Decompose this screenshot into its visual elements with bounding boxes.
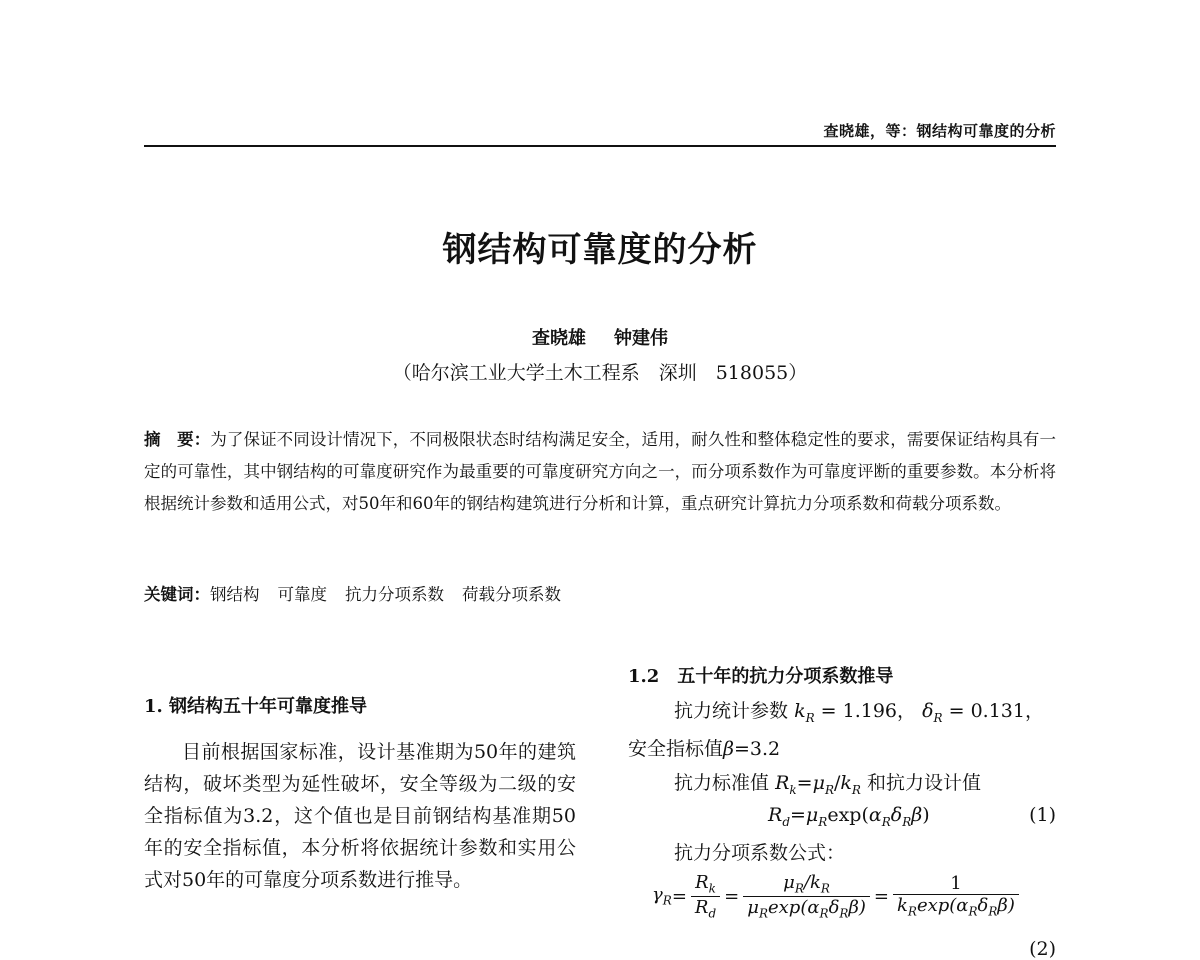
equation-2-number: (2)	[1029, 938, 1056, 960]
resistance-params-label: 抗力统计参数	[674, 700, 789, 722]
paper-title: 钢结构可靠度的分析	[442, 230, 758, 270]
keyword: 可靠度	[277, 585, 327, 604]
keyword: 钢结构	[210, 585, 260, 604]
section-1-paragraph: 目前根据国家标准，设计基准期为50年的建筑结构，破坏类型为延性破坏，安全等级为二级的安全指标值为3.2，这个值也是目前钢结构基准期50年的安全指标值，本分析将依据统计参数和实用公式对50年的可靠度分项系数进行推导。	[144, 741, 576, 891]
author-list	[0, 324, 1200, 350]
k-r-value: 1.196	[842, 700, 898, 722]
header-rule	[144, 145, 1056, 147]
delta-r-value: 0.131	[970, 700, 1025, 722]
abstract	[144, 424, 1056, 520]
section-1-2-heading: 1.2 五十年的抗力分项系数推导	[628, 666, 894, 687]
safety-index-label: 安全指标值	[628, 738, 724, 760]
keyword: 抗力分项系数	[345, 585, 444, 604]
equation-1: $R_d=\mu_R\exp(\alpha_R\delta_R\beta)$ (1)	[768, 804, 1056, 829]
author-2: 钟建伟	[614, 328, 668, 349]
running-header: 查晓雄，等：钢结构可靠度的分析	[823, 122, 1056, 140]
equation-2: $\gamma_R$ = $\frac{R_k}{R_d}$ = $\frac{\mu_R/k_R}{\mu_R\exp(\alpha_R\delta_R\beta)}$ = $\frac{1}{k_R\exp(\alpha_R\delta_R\beta)}$	[652, 872, 1023, 920]
standard-value-line: 抗力标准值 $R_k=\mu_R/k_R$ 和抗力设计值	[674, 772, 982, 797]
keyword: 荷载分项系数	[462, 585, 561, 604]
safety-index-line: 安全指标值β=3.2	[628, 738, 781, 760]
abstract-text: 为了保证不同设计情况下，不同极限状态时结构满足安全，适用，耐久性和整体稳定性的要求，需要保证结构具有一定的可靠性，其中钢结构的可靠度研究作为最重要的可靠度研究方向之一，而分项系数作为可靠度评断的重要参数。本分析将根据统计参数和适用公式，对50年和60年的钢结构建筑进行分析和计算，重点研究计算抗力分项系数和荷载分项系数。	[144, 430, 1057, 513]
abstract-label: 摘 要：	[144, 430, 211, 449]
section-1-heading: 1. 钢结构五十年可靠度推导	[144, 696, 368, 717]
design-value-label: 和抗力设计值	[867, 772, 982, 794]
beta-value: 3.2	[749, 738, 781, 760]
keywords	[144, 582, 1056, 608]
section-1-body	[144, 736, 576, 896]
equation-1-number: (1)	[1029, 804, 1056, 826]
author-1: 查晓雄	[532, 328, 586, 349]
affiliation: （哈尔滨工业大学土木工程系 深圳 518055）	[392, 362, 808, 384]
resistance-parameters-line: 抗力统计参数 $k_R = 1.196$， $\delta_R = 0.131$，	[674, 700, 1044, 725]
partial-factor-formula-label: 抗力分项系数公式：	[674, 842, 846, 864]
standard-value-label: 抗力标准值	[674, 772, 770, 794]
keywords-label: 关键词：	[144, 585, 210, 604]
